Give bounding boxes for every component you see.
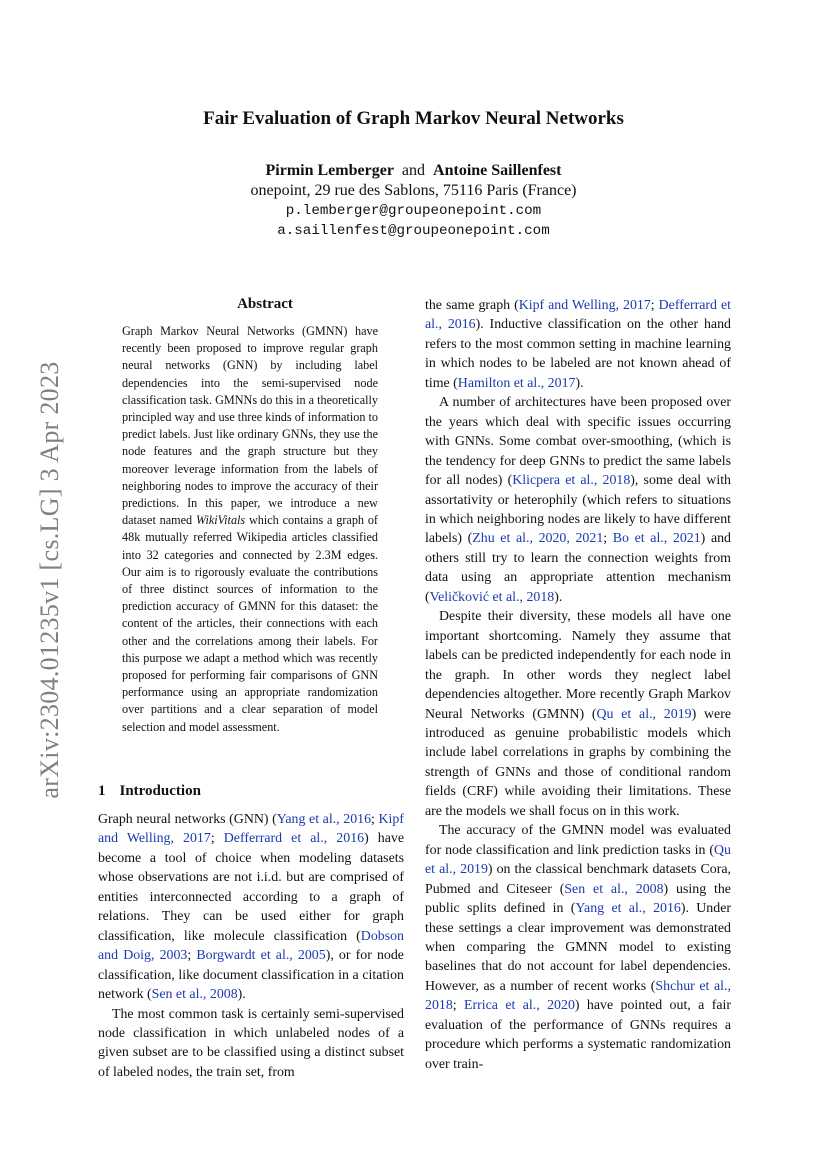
author-block [0,161,827,241]
email-1[interactable]: p.lemberger@groupeonepoint.com [285,203,542,219]
text: ; [210,831,224,847]
citation-link[interactable]: Yang et al., 2016 [276,812,372,827]
text: The accuracy of the GMNN model was evaluated for node classification and link prediction tasks in ( [425,823,731,858]
arxiv-identifier: arXiv:2304.01235v1 [cs.LG] 3 Apr 2023 [35,361,64,799]
author-conjunction: and [401,162,426,179]
intro-paragraph-2: The most common task is certainly semi-supervised node classification in which unlabeled nodes of a given subset are to be classified using a distinct subset of labeled nodes, the train set, from [98,1006,404,1080]
section-number: 1 [98,783,106,799]
text: ) on the classical benchmark datasets Cora, Pubmed and Citeseer ( [425,862,731,897]
citation-link[interactable]: Kipf and Welling, 2017 [518,298,651,313]
abstract-dataset-name: WikiVitals [195,513,246,528]
right-paragraph-2 [425,393,731,607]
affiliation: onepoint, 29 rue des Sablons, 75116 Paris (France) [250,182,577,199]
citation-link[interactable]: Yang et al., 2016 [575,901,681,917]
text: ; [650,298,659,313]
abstract-heading: Abstract [237,296,293,312]
text: ). [237,987,246,1003]
intro-paragraph-1 [98,810,404,1005]
citation-link[interactable]: Kipf and Welling, 2017 [98,812,404,847]
right-column [425,296,731,1074]
author-1: Pirmin Lemberger [265,162,394,179]
text: ; [371,812,379,827]
citation-link[interactable]: Veličković et al., 2018 [429,589,555,605]
citation-link[interactable]: Sen et al., 2008 [151,987,238,1003]
text: ) have pointed out, a fair evaluation of the performance of GNNs requires a procedure which performs a systematic randomization over train- [425,998,731,1072]
text: ; [452,998,465,1014]
text: ; [187,948,197,964]
citation-link[interactable]: Qu et al., 2019 [425,842,731,878]
citation-link[interactable]: Shchur et al., 2018 [425,978,731,1014]
email-2[interactable]: a.saillenfest@groupeonepoint.com [277,223,550,239]
citation-link[interactable]: Errica et al., 2020 [464,998,575,1014]
text: ). [554,589,563,605]
text: ), some deal with assortativity or heterophily (which refers to situations in which neighboring nodes are likely to have different labels) ( [425,473,731,547]
paper-title: Fair Evaluation of Graph Markov Neural Networks [203,108,624,129]
citation-link[interactable]: Borgwardt et al., 2005 [196,948,326,964]
citation-link[interactable]: Klicpera et al., 2018 [512,473,631,489]
left-column [98,810,404,1082]
citation-link[interactable]: Defferrard et al., 2016 [223,831,365,847]
abstract-body [122,323,378,736]
text: ) using the public splits defined in ( [425,881,731,917]
text: ), or for node classification, like document classification in a citation network ( [98,948,404,1003]
citation-link[interactable]: Bo et al., 2021 [612,531,701,547]
text: Despite their diversity, these models all have one important shortcoming. Namely they assume that labels can be predicted independently for each node in the graph. In other words they neglect label dependencies altogether. More recently Graph Markov Neural Networks (GMNN) ( [425,609,731,722]
citation-link[interactable]: Sen et al., 2008 [564,881,664,897]
author-names [0,161,827,181]
right-paragraph-4 [425,821,731,1074]
arxiv-sidebar [30,340,70,820]
citation-link[interactable]: Defferrard et al., 2016 [425,298,731,333]
section-heading [98,783,201,800]
text: ; [603,531,613,547]
right-paragraph-3 [425,607,731,821]
text: ). Inductive classification on the other hand refers to the most common setting in machine learning in which nodes to be labeled are not known ahead of time ( [425,317,731,391]
text: ) and others still try to learn the connection weights from data using an appropriate attention mechanism ( [425,531,731,605]
section-title: Introduction [119,783,201,799]
citation-link[interactable]: Hamilton et al., 2017 [457,375,576,391]
author-2: Antoine Saillenfest [433,162,562,179]
text: ). Under these settings a clear improvement was demonstrated when comparing the GMNN model to existing baselines that do not account for label dependencies. However, as a number of recent works ( [425,901,731,994]
text: ) have become a tool of choice when modeling datasets whose observations are not i.i.d. but are comprised of entities interconnected according to a graph of relations. They can be used either for graph classification, like molecule classification ( [98,831,405,944]
citation-link[interactable]: Dobson and Doig, 2003 [98,928,404,964]
abstract-text-2: which contains a graph of 48k mutually referred Wikipedia articles classified into 32 categories and connected by 2.3M edges. Our aim is to rigorously evaluate the contributions of three distinct sources of information to the prediction accuracy of GMNN for this dataset: the content of the articles, their connections with each other and the correlations among their labels. For this purpose we adapt a method which was recently proposed for performing fair comparisons of GNN performance using an appropriate randomization over partitions and a clear separation of model selection and model assessment. [122,513,378,734]
abstract-text-1: Graph Markov Neural Networks (GMNN) have recently been proposed to improve regular graph neural networks (GNN) by including label dependencies into the semi-supervised node classification task. GMNNs do this in a theoretically principled way and use three kinds of information to predict labels. Just like ordinary GNNs, they use the node features and the graph structure but they moreover leverage information from the labels of neighboring nodes to improve the accuracy of their predictions. In this paper, we introduce a new dataset named [122,324,378,528]
text: ). [575,375,584,391]
text: A number of architectures have been proposed over the years which deal with specific issues occurring with GNNs. Some combat over-smoothing, (which is the tendency for deep GNNs to predict the same labels for all nodes) ( [425,395,731,489]
text: the same graph ( [425,298,519,313]
citation-link[interactable]: Qu et al., 2019 [596,706,692,722]
text: Graph neural networks (GNN) ( [98,812,277,827]
text: ) were introduced as genuine probabilistic models which include label correlations in graphs by combining the strength of GNNs and those of conditional random fields (CRF) while avoiding their limitations. These are the models we shall focus on in this work. [425,706,731,819]
citation-link[interactable]: Zhu et al., 2020, 2021 [472,531,604,547]
right-paragraph-1 [425,296,731,393]
